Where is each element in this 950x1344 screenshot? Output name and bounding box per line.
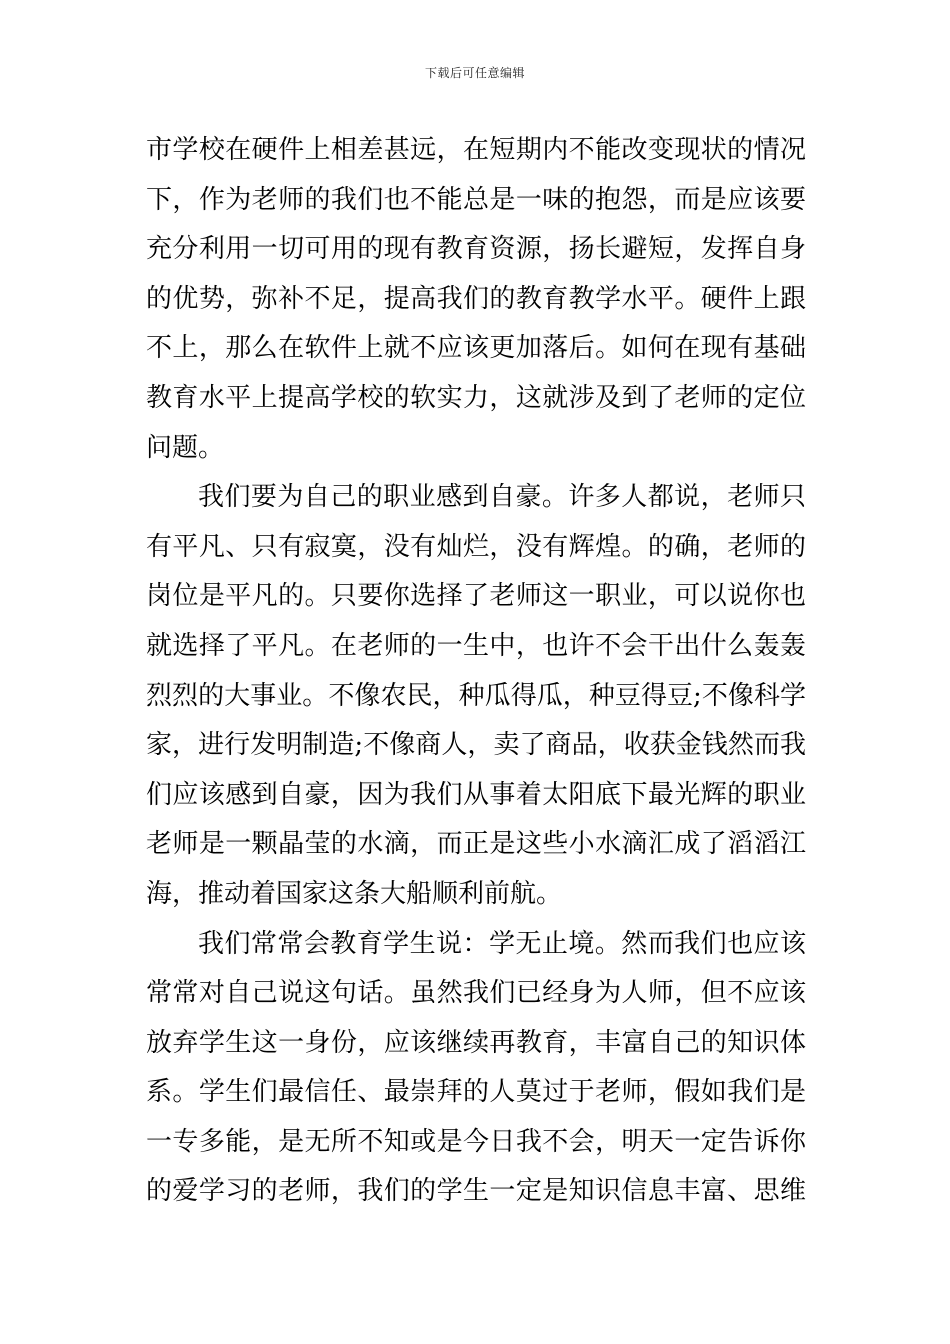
text-line: 问题。 xyxy=(146,432,225,463)
text-line: 市学校在硬件上相差甚远，在短期内不能改变现状的情况 xyxy=(146,135,806,165)
text-line: 的优势，弥补不足，提高我们的教育教学水平。硬件上跟 xyxy=(146,283,806,314)
text-line: 放弃学生这一身份，应该继续再教育，丰富自己的知识体 xyxy=(146,1027,806,1058)
text-line: 下，作为老师的我们也不能总是一味的抱怨，而是应该要 xyxy=(146,184,806,215)
text-line: 系。学生们最信任、最崇拜的人莫过于老师，假如我们是 xyxy=(146,1077,806,1108)
paragraph-first-line: 我们要为自己的职业感到自豪。许多人都说，老师只 xyxy=(198,482,806,513)
text-line: 老师是一颗晶莹的水滴，而正是这些小水滴汇成了滔滔江 xyxy=(146,829,806,860)
document-body xyxy=(146,126,806,1217)
text-line: 海，推动着国家这条大船顺利前航。 xyxy=(146,878,563,909)
paragraph-first-line: 我们常常会教育学生说：学无止境。然而我们也应该 xyxy=(198,928,806,959)
text-line: 烈烈的大事业。不像农民，种瓜得瓜，种豆得豆;不像科学 xyxy=(146,680,806,711)
text-line: 家，进行发明制造;不像商人，卖了商品，收获金钱然而我 xyxy=(146,730,806,761)
text-line: 一专多能，是无所不知或是今日我不会，明天一定告诉你 xyxy=(146,1126,806,1157)
text-line: 不上，那么在软件上就不应该更加落后。如何在现有基础 xyxy=(146,333,806,364)
text-line: 有平凡、只有寂寞，没有灿烂，没有辉煌。的确，老师的 xyxy=(146,531,806,562)
text-line: 们应该感到自豪，因为我们从事着太阳底下最光辉的职业 xyxy=(146,779,806,810)
text-line: 岗位是平凡的。只要你选择了老师这一职业，可以说你也 xyxy=(146,581,806,612)
page-header: 下载后可任意编辑 xyxy=(424,66,525,80)
text-line: 充分利用一切可用的现有教育资源，扬长避短，发挥自身 xyxy=(146,234,806,265)
text-line: 就选择了平凡。在老师的一生中，也许不会干出什么轰轰 xyxy=(146,630,806,661)
text-line: 常常对自己说这句话。虽然我们已经身为人师，但不应该 xyxy=(146,978,806,1009)
text-line: 的爱学习的老师，我们的学生一定是知识信息丰富、思维 xyxy=(146,1176,806,1207)
text-line: 教育水平上提高学校的软实力，这就涉及到了老师的定位 xyxy=(146,382,806,413)
